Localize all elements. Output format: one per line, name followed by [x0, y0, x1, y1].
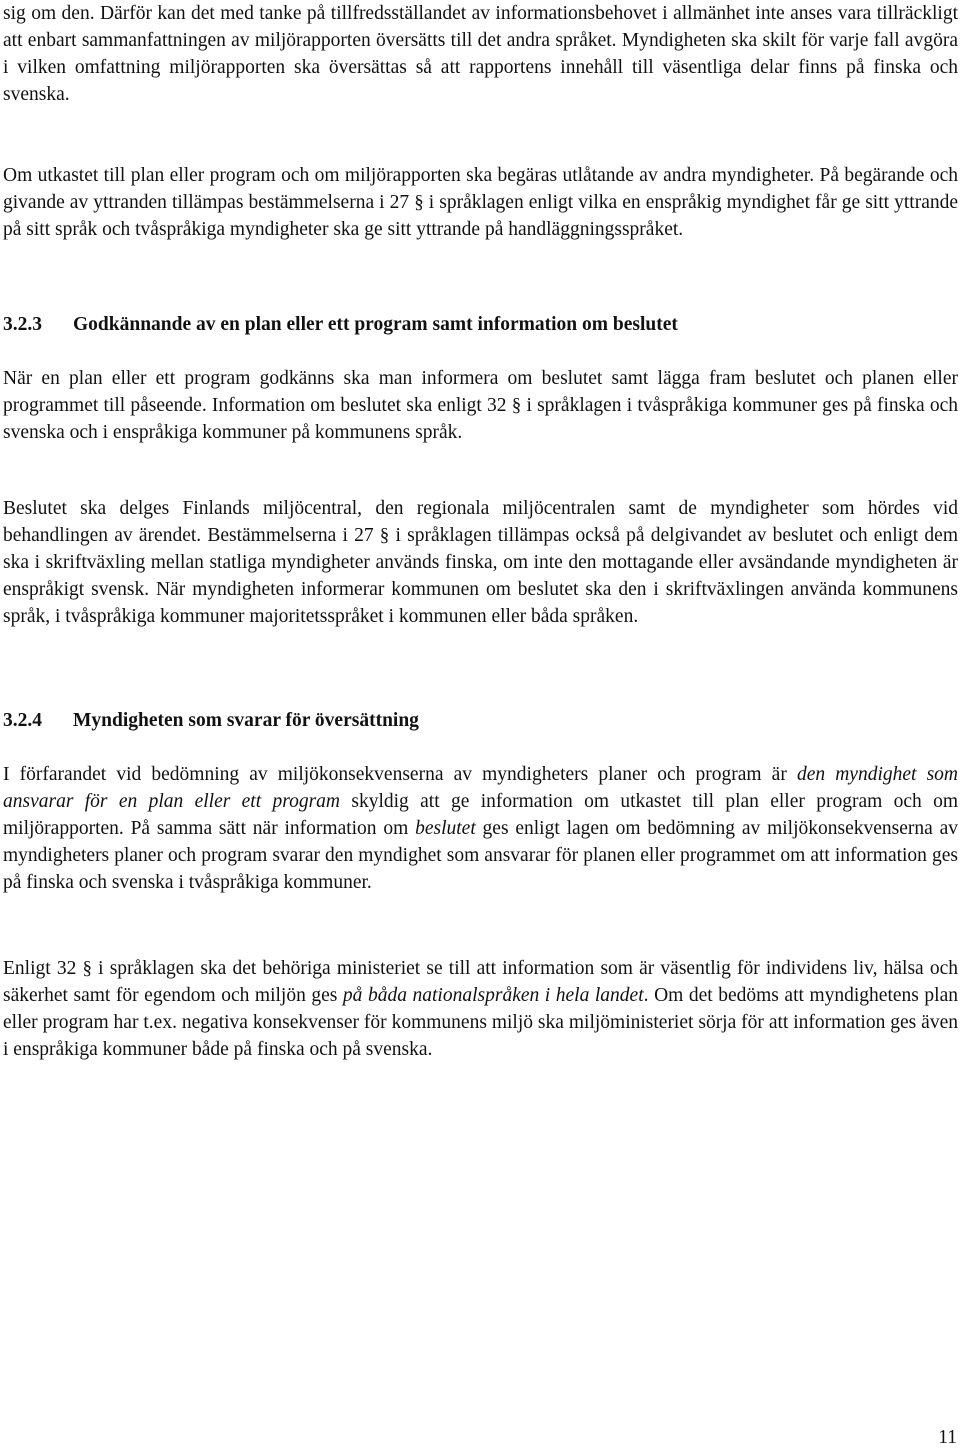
heading-title: Godkännande av en plan eller ett program samt information om beslutet — [73, 314, 678, 335]
section-sign: § — [511, 395, 522, 416]
paragraph-text: Enligt 32 — [3, 958, 83, 979]
paragraph-text: i språklagen i tvåspråkiga kommuner ges på finska och svenska och i enspråkiga kommuner på kommunens språk. — [3, 395, 958, 443]
paragraph-text: skyldig att ge information om utkastet till plan eller program och om miljörapporten. På samma sätt när information om — [3, 791, 959, 839]
paragraph-text: Om utkastet till plan eller program och om miljörapporten ska begäras utlåtande av andra myndigheter. På begärande och givande av yttranden tillämpas bestämmelserna i 27 — [3, 165, 958, 213]
paragraph-text: . Om det bedöms att myndighetens plan eller program har t.ex. negativa konsekvenser för kommunens miljö ska miljöministeriet sörja för att information ges även i enspråkiga kommuner både på finska och på svenska. — [3, 985, 958, 1060]
heading-number: 3.2.3 — [3, 314, 42, 335]
paragraph-intro: sig om den. Därför kan det med tanke på tillfredsställandet av informationsbehovet i allmänhet inte anses vara tillräckligt att enbart sammanfattningen av miljörapporten översätts till det andra språket. Myndigheten ska skilt för varje fall avgöra i vilken omfattning miljörapporten ska översättas så att rapportens innehåll till väsentliga delar finns på finska och svenska. — [3, 3, 958, 105]
paragraph-responsibility — [3, 761, 958, 896]
paragraph-text: i språklagen enligt vilka en enspråkig myndighet får ge sitt yttrande på sitt språk och tvåspråkiga myndigheter ska ge sitt yttrande på handläggningsspråket. — [3, 192, 959, 240]
section-heading-3-2-4 — [3, 707, 419, 734]
paragraph-text: ges enligt lagen om bedömning av miljökonsekvenserna av myndigheters planer och program svarar den myndighet som ansvarar för planen eller programmet om att information ges på finska och svenska i tvåspråkiga kommuner. — [3, 818, 958, 893]
paragraph-text: i språklagen ska det behöriga ministeriet se till att information som är väsentlig för individens liv, hälsa och säkerhet samt för egendom och miljön ges — [3, 958, 958, 1006]
paragraph-text: När en plan eller ett program godkänns ska man informera om beslutet samt lägga fram beslutet och planen eller programmet till påseende. Information om beslutet ska enligt 32 — [3, 368, 958, 416]
paragraph-ministry — [3, 955, 958, 1063]
emphasis-text: den myndighet som ansvarar för en plan eller ett program — [3, 764, 958, 812]
section-heading-3-2-3 — [3, 311, 678, 338]
section-sign: § — [379, 525, 390, 546]
paragraph-notification — [3, 495, 958, 630]
emphasis-text: beslutet — [415, 818, 476, 839]
paragraph-text: i språklagen tillämpas också på delgivandet av beslutet och enligt dem ska i skriftväxling mellan statliga myndigheter används finska, om inte den mottagande eller avsändande myndigheten är enspråkigt svensk. När myndigheten informerar kommunen om beslutet ska den i skriftväxlingen använda kommunens språk, i tvåspråkiga kommuner majoritetsspråket i kommunen eller båda språken. — [3, 525, 958, 627]
emphasis-text: på båda nationalspråken i hela landet — [342, 985, 644, 1006]
paragraph-text: Beslutet ska delges Finlands miljöcentral, den regionala miljöcentralen samt de myndigheter som hördes vid behandlingen av ärendet. Bestämmelserna i 27 — [3, 498, 958, 546]
paragraph-statements — [3, 162, 958, 243]
section-sign: § — [82, 958, 92, 979]
paragraph-approval — [3, 365, 958, 446]
heading-title: Myndigheten som svarar för översättning — [73, 710, 419, 731]
page-number: 11 — [938, 1427, 957, 1448]
heading-number: 3.2.4 — [3, 710, 42, 731]
section-sign: § — [414, 192, 424, 213]
paragraph-text: I förfarandet vid bedömning av miljökonsekvenserna av myndigheters planer och program är — [3, 764, 797, 785]
